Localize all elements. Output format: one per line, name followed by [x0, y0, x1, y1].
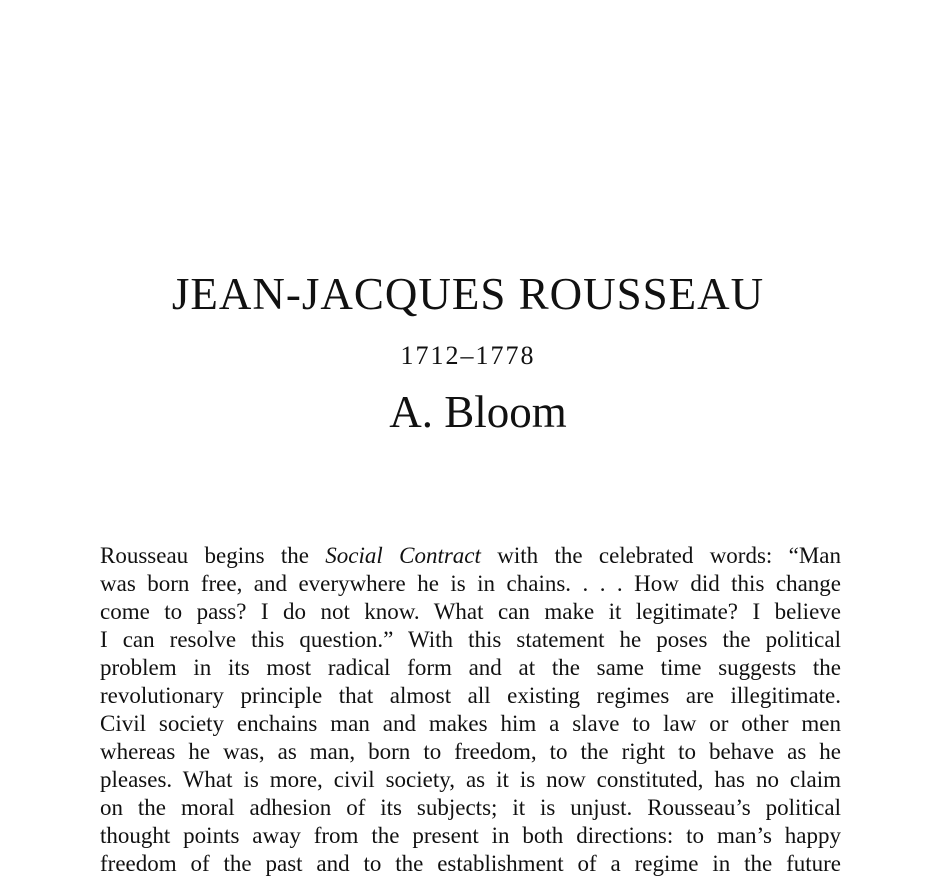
text-line-2: was born free, and everywhere he is in chains. . . . How did this change: [100, 571, 841, 596]
text-line-11: thought points away from the present in both directions: to man’s happy: [100, 823, 841, 848]
text-segment: with the celebrated words: “Man: [480, 543, 841, 568]
work-title-italic: Social Contract: [325, 543, 481, 568]
text-line-8: whereas he was, as man, born to freedom, to the right to behave as he: [100, 739, 841, 764]
text-line-1: [100, 542, 841, 570]
text-line-3: come to pass? I do not know. What can make it legitimate? I believe: [100, 599, 841, 624]
text-line-12: freedom of the past and to the establishment of a regime in the future: [100, 851, 841, 876]
chapter-author: A. Bloom: [389, 387, 567, 437]
chapter-title: JEAN-JACQUES ROUSSEAU: [171, 269, 765, 319]
text-line-6: revolutionary principle that almost all existing regimes are illegitimate.: [100, 683, 841, 708]
text-line-10: on the moral adhesion of its subjects; it is unjust. Rousseau’s political: [100, 795, 841, 820]
text-line-9: pleases. What is more, civil society, as it is now constituted, has no claim: [100, 767, 841, 792]
text-line-7: Civil society enchains man and makes him a slave to law or other men: [100, 711, 841, 736]
text-line-5: problem in its most radical form and at the same time suggests the: [100, 655, 841, 680]
text-line-4: I can resolve this question.” With this statement he poses the political: [100, 627, 841, 652]
chapter-dates: 1712–1778: [400, 341, 536, 370]
text-segment: Rousseau begins the: [100, 543, 326, 568]
body-paragraph: [100, 542, 841, 878]
